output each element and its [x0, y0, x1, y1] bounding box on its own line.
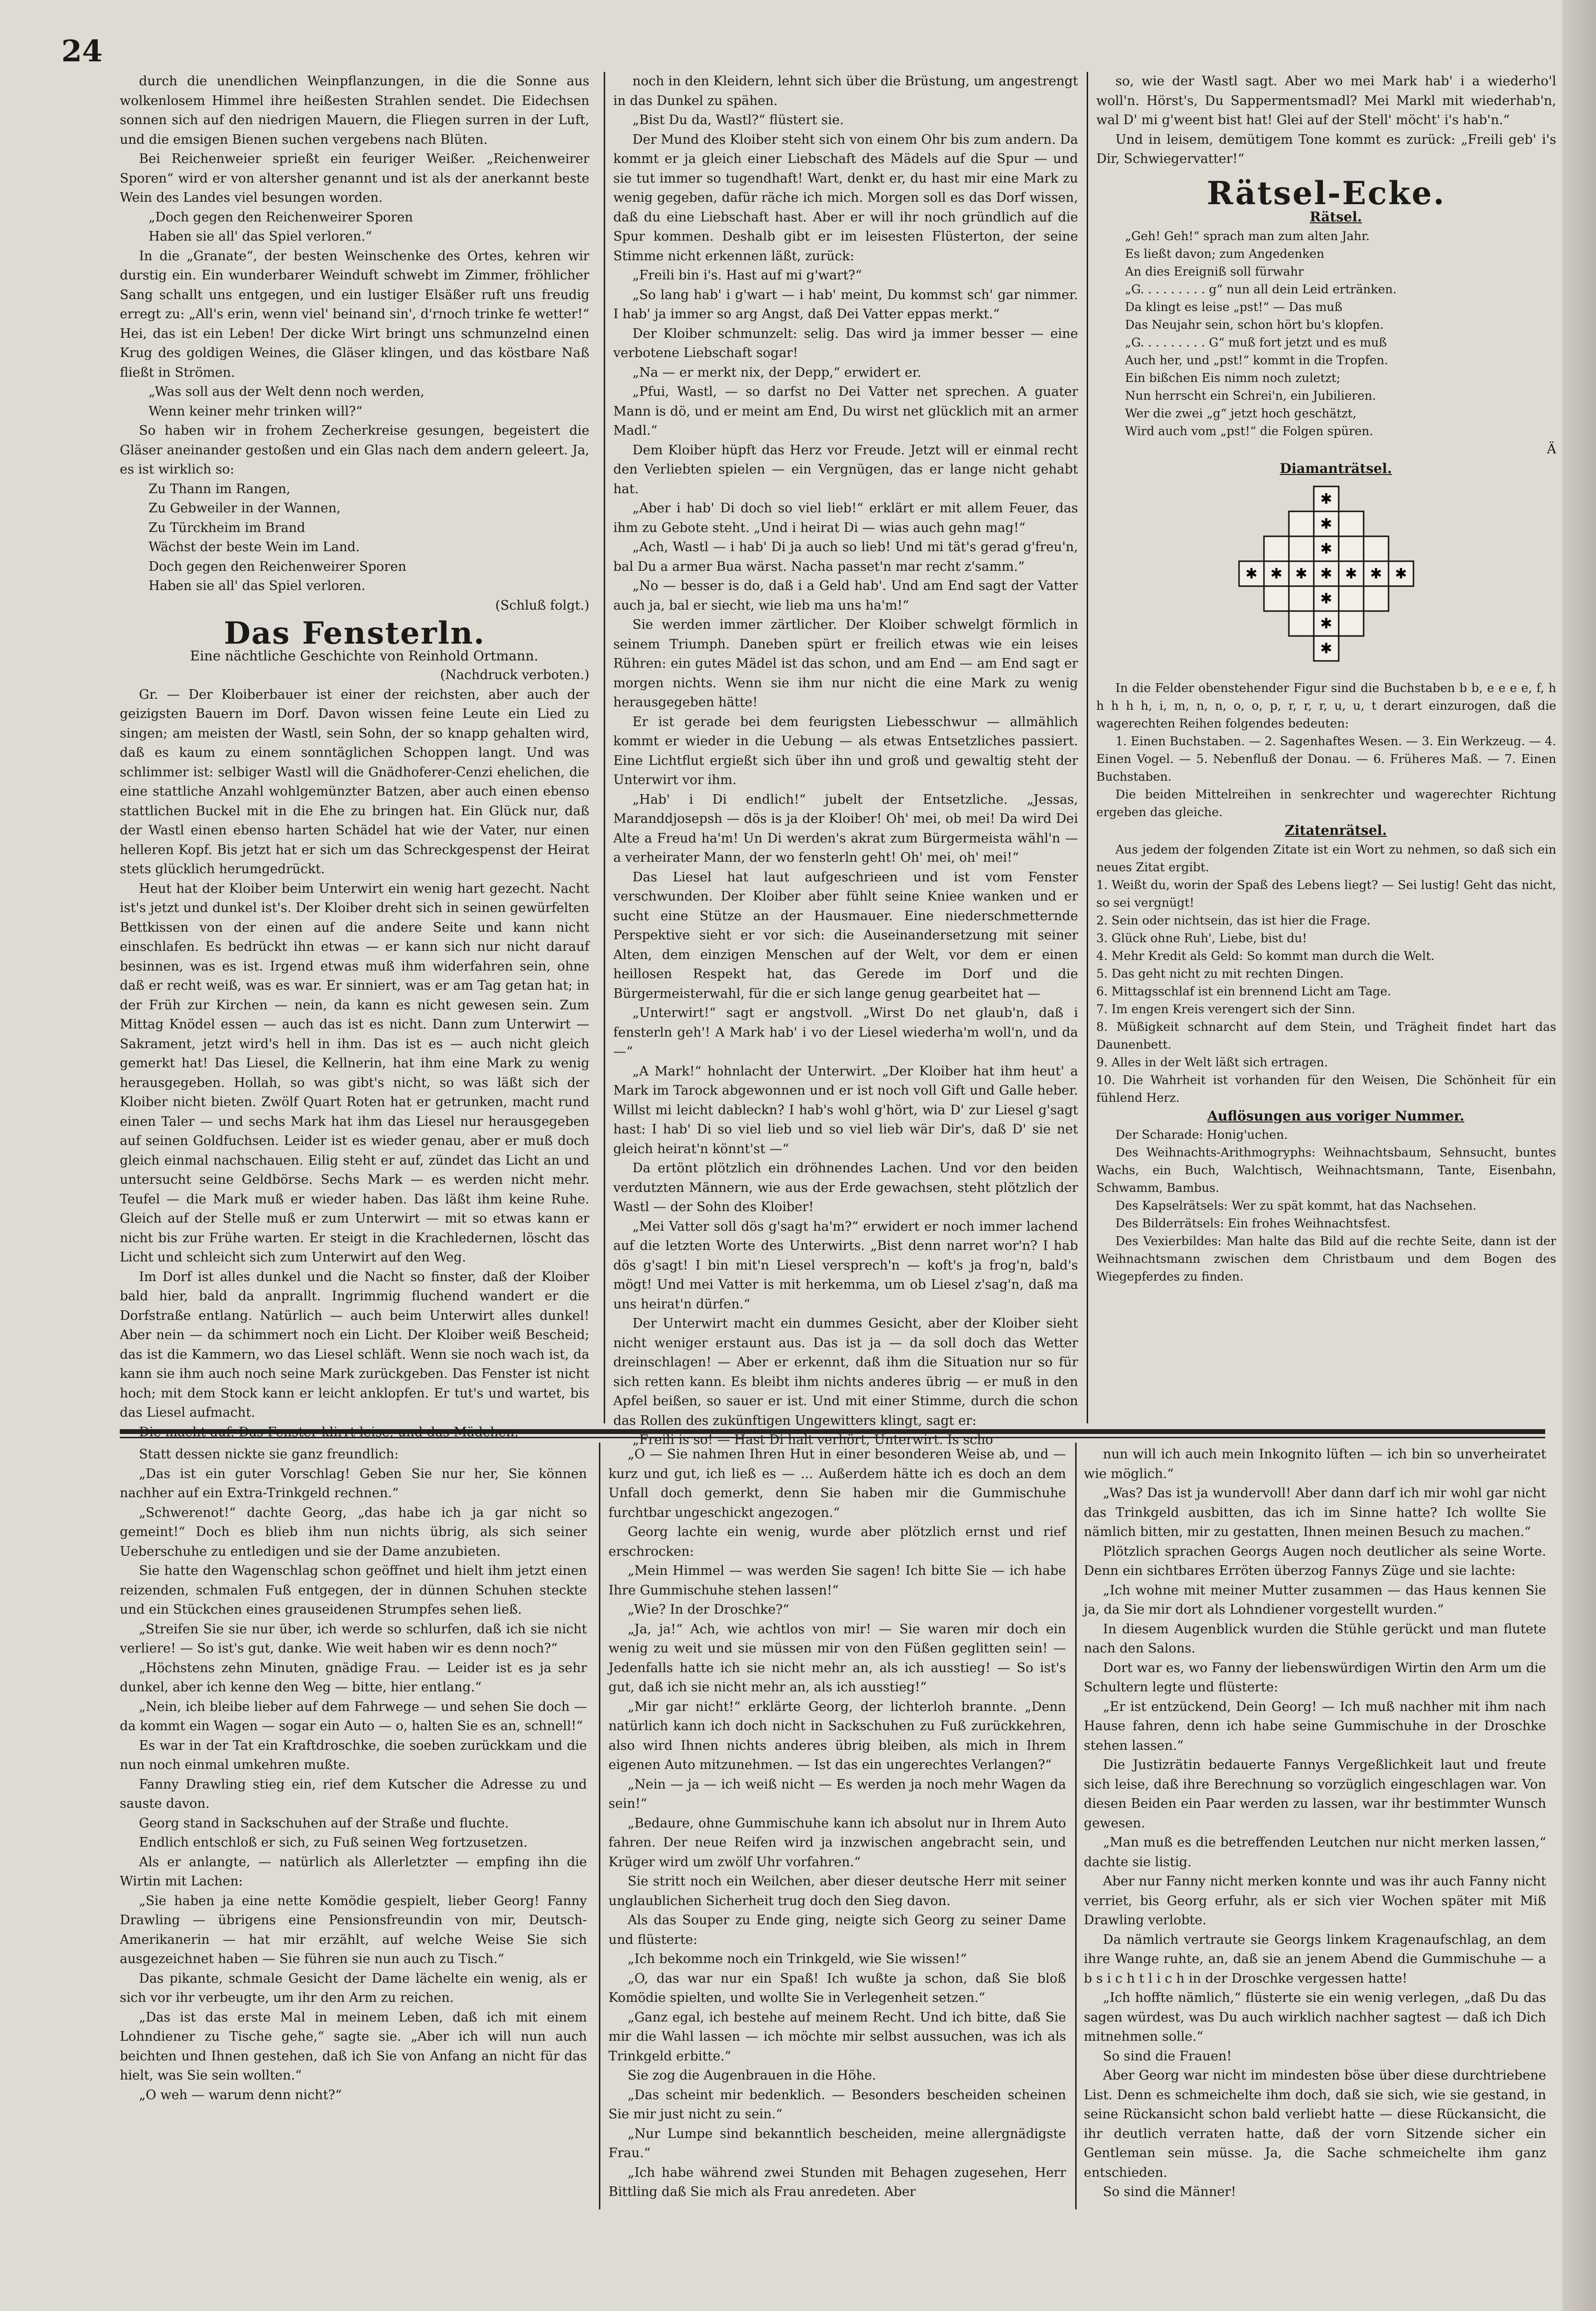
- quote-item: 6. Mittagsschlaf ist ein brennend Licht am Tage.: [1096, 984, 1391, 998]
- quote-item: 5. Das geht nicht zu mit rechten Dingen.: [1096, 966, 1344, 981]
- diamond-cell: [1364, 586, 1389, 611]
- riddle-line: Nun herrscht ein Schrei'n, ein Jubilieren.: [1125, 388, 1376, 403]
- verse-line: Haben sie all' das Spiel verloren.: [149, 578, 366, 593]
- diamond-star-icon: ✱: [1320, 540, 1332, 557]
- paragraph: Die macht auf. Das Fenster klirrt leise, und das Mädchen,: [139, 1424, 519, 1440]
- verse-line: Doch gegen den Reichenweirer Sporen: [149, 559, 406, 574]
- diamond-grid: [1238, 485, 1414, 662]
- paragraph: Und in leisem, demütigem Tone kommt es zurück: „Freili geb' i's Dir, Schwiegervatter!“: [1096, 132, 1556, 166]
- paragraph: noch in den Kleidern, lehnt sich über die Brüstung, um angestrengt in das Dunkel zu spähen.: [613, 74, 1078, 108]
- column-1: [120, 72, 589, 1440]
- bottom-column-1: [120, 1445, 587, 2207]
- diamond-cell: [1264, 586, 1289, 611]
- paragraph: „Hab' i Di endlich!“ jubelt der Entsetzliche. „Jessas, Maranddjosepsh — dös is ja der Kloiber! Oh' mei, ob mei! Da wird Dei Alte a Freud ha'm! Un Di werden's akrat zum Bürgermeista wähl'n — a verheirater Mann, der wo fensterln geht! Oh' mei, oh' mei!“: [613, 792, 1078, 865]
- riddle-line: Da klingt es leise „pst!“ — Das muß: [1125, 300, 1343, 314]
- paragraph: „Freili bin i's. Hast auf mi g'wart?“: [632, 268, 862, 283]
- paragraph: „A Mark!“ hohnlacht der Unterwirt. „Der Kloiber hat ihm heut' a Mark im Tarock abgewonnen und er ist noch voll Gift und Galle heber. Willst mi leicht dableckn? I hab's wohl g'hört, wia D' zur Liesel g'sagt hast: I hab' Di so viel lieb und so viel lieb wär Dir's, daß D' sie net gleich heirat'n könnt'st —“: [613, 1063, 1078, 1156]
- page-edge: [1562, 0, 1596, 2311]
- solution-item: Des Kapselrätsels: Wer zu spät kommt, hat das Nachsehen.: [1115, 1199, 1477, 1213]
- paragraph: „Das ist das erste Mal in meinem Leben, daß ich mit einem Lohndiener zu Tische gehe,“ sagte sie. „Aber ich will nun auch beichten und Ihnen gestehen, daß ich Sie von Anfang an nicht für das hielt, was Sie sein wollten.“: [120, 2010, 587, 2083]
- paragraph: In diesem Augenblick wurden die Stühle gerückt und man flutete nach den Salons.: [1084, 1621, 1546, 1656]
- quote-item: 9. Alles in der Welt läßt sich ertragen.: [1096, 1055, 1328, 1069]
- diamond-puzzle-title: Diamanträtsel.: [1280, 461, 1392, 476]
- diamond-star-icon: ✱: [1395, 565, 1407, 582]
- paragraph: Dem Kloiber hüpft das Herz vor Freude. Jetzt will er einmal recht den Verliebten spielen — ein Vergnügen, das er lange nicht gehabt hat.: [613, 442, 1078, 497]
- paragraph: „O — Sie nahmen Ihren Hut in einer besonderen Weise ab, und — kurz und gut, ich ließ es — ... Außerdem hätte ich es doch an dem Unfall doch gemerkt, denn Sie haben mir die Gummischuhe furchtbar ungeschickt angezogen.“: [609, 1447, 1066, 1520]
- paragraph: Der Unterwirt macht ein dummes Gesicht, aber der Kloiber sieht nicht weniger erstaunt aus. Das ist ja — da soll doch das Wetter dreinschlagen! — Aber er erkennt, daß ihm die Situation nur so für sich retten kann. Es bleibt ihm nichts anderes übrig — er muß in den Apfel beißen, so sauer er ist. Und mit einer Stimme, durch die schon das Rollen des zukünftigen Ungewitters klingt, sagt er:: [613, 1316, 1078, 1428]
- column-2: [613, 72, 1078, 1447]
- paragraph: „Ach, Wastl — i hab' Di ja auch so lieb! Und mi tät's gerad g'freu'n, bal Du a armer Bua wärst. Nacha passet'n mar recht z'samm.“: [613, 540, 1078, 574]
- diamond-star-icon: ✱: [1320, 615, 1332, 632]
- paragraph: „Ganz egal, ich bestehe auf meinem Recht. Und ich bitte, daß Sie mir die Wahl lassen — ich möchte mir selbst aussuchen, was ich als Trinkgeld erbitte.“: [609, 2010, 1066, 2064]
- quote-item: 3. Glück ohne Ruh', Liebe, bist du!: [1096, 931, 1307, 945]
- paragraph: „Bist Du da, Wastl?“ flüstert sie.: [632, 113, 844, 127]
- paragraph: „Na — er merkt nix, der Depp,“ erwidert er.: [632, 365, 921, 380]
- paragraph: „Streifen Sie sie nur über, ich werde so schlurfen, daß ich sie nicht verliere! — So ist's gut, danke. Wie weit haben wir es denn noch?“: [120, 1621, 587, 1656]
- verse-line: Haben sie all' das Spiel verloren.“: [149, 229, 372, 244]
- paragraph: Das Liesel hat laut aufgeschrieen und ist vom Fenster verschwunden. Der Kloiber aber fühlt seine Kniee wanken und er sucht eine Stütze an der Hausmauer. Eine niederschmetternde Perspektive sieht er vor sich: die Auseinandersetzung mit seiner Alten, dem einzigen Menschen auf der Welt, vor dem er einen heillosen Respekt hat, das Gerede im Dorf und die Bürgermeisterwahl, für die er sich lange genug gearbeitet hat —: [613, 869, 1078, 1001]
- paragraph: Endlich entschloß er sich, zu Fuß seinen Weg fortzusetzen.: [139, 1835, 528, 1850]
- paragraph: Georg lachte ein wenig, wurde aber plötzlich ernst und rief erschrocken:: [609, 1525, 1066, 1559]
- paragraph: „Ja, ja!“ Ach, wie achtlos von mir! — Sie waren mir doch ein wenig zu weit und sie müssen mir von den Füßen geglitten sein! — Jedenfalls hatte ich sie nicht mehr an, als ich ausstieg! — So ist's gut, daß ich sie nicht mehr an, als ich ausstieg!“: [609, 1621, 1066, 1695]
- story-byline: Eine nächtliche Geschichte von Reinhold Ortmann.: [190, 647, 539, 664]
- paragraph: „Schwerenot!“ dachte Georg, „das habe ich ja gar nicht so gemeint!“ Doch es blieb ihm nun nichts übrig, als sich seiner Ueberschuhe zu entledigen und sie der Dame anzubieten.: [120, 1505, 587, 1559]
- diamond-star-icon: ✱: [1320, 565, 1332, 582]
- paragraph: Der Kloiber schmunzelt: selig. Das wird ja immer besser — eine verbotene Liebschaft sogar!: [613, 326, 1078, 360]
- paragraph: „Nur Lumpe sind bekanntlich bescheiden, meine allergnädigste Frau.“: [609, 2126, 1066, 2161]
- diamond-cell: [1339, 511, 1364, 536]
- paragraph: „Das scheint mir bedenklich. — Besonders bescheiden scheinen Sie mir just nicht zu sein.“: [609, 2087, 1066, 2122]
- diamond-items: 1. Einen Buchstaben. — 2. Sagenhaftes Wesen. — 3. Ein Werkzeug. — 4. Einen Vogel. — 5. Nebenfluß der Donau. — 6. Früheres Maß. — 7. Einen Buchstaben.: [1096, 734, 1556, 784]
- paragraph: Aber nur Fanny nicht merken konnte und was ihr auch Fanny nicht verriet, bis Georg erfuhr, als er sich vier Wochen später mit Miß Drawling verlobte.: [1084, 1874, 1546, 1928]
- diamond-star-icon: ✱: [1245, 565, 1258, 582]
- column-rule: [1075, 1443, 1077, 2209]
- verse-line: Zu Türckheim im Brand: [149, 520, 306, 535]
- diamond-note: Die beiden Mittelreihen in senkrechter und wagerechter Richtung ergeben das gleiche.: [1096, 787, 1556, 819]
- riddle-line: „G. . . . . . . . . G“ muß fort jetzt und es muß: [1125, 335, 1387, 349]
- continuation-note: (Schluß folgt.): [495, 598, 589, 613]
- paragraph: „Unterwirt!“ sagt er angstvoll. „Wirst Do net glaub'n, daß i fensterln geh'! A Mark hab' i vo der Liesel wiederha'm woll'n, und da —“: [613, 1005, 1078, 1059]
- page-number: 24: [61, 34, 103, 69]
- paragraph: „Mein Himmel — was werden Sie sagen! Ich bitte Sie — ich habe Ihre Gummischuhe stehen lassen!“: [609, 1563, 1066, 1598]
- paragraph: So haben wir in frohem Zecherkreise gesungen, begeistert die Gläser aneinander gestoßen und ein Glas nach dem andern geleert. Ja, es ist wirklich so:: [120, 423, 589, 477]
- paragraph: Gr. — Der Kloiberbauer ist einer der reichsten, aber auch der geizigsten Bauern im Dorf. Davon wissen feine Leute ein Lied zu singen; am meisten der Wastl, sein Sohn, der so knapp gehalten wird, daß es kaum zu einem sonntäglichen Schoppen langt. Und was schlimmer ist: selbiger Wastl will die Gnädhoferer-Cenzi ehelichen, die eine stattliche Anzahl wohlgemünzter Batzen, aber auch einen ebenso stattlichen Buckel mit in die Ehe zu bringen hat. Ein Glück nur, daß der Wastl einen ebenso harten Schädel hat wie der Vater, nur einen helleren Kopf. Bis jetzt hat er sich um das Schreckgespenst der Heirat stets glücklich herumgedrückt.: [120, 687, 589, 877]
- quote-item: 1. Weißt du, worin der Spaß des Lebens liegt? — Sei lustig! Geht das nicht, so sei vergnügt!: [1096, 878, 1556, 910]
- solution-item: Des Vexierbildes: Man halte das Bild auf die rechte Seite, dann ist der Weihnachtsmann zwischen dem Christbaum und dem Bogen des Wiegepferdes zu finden.: [1096, 1234, 1556, 1283]
- paragraph: „Wie? In der Droschke?“: [628, 1602, 790, 1617]
- diamond-cell: [1289, 586, 1314, 611]
- paragraph: Sie stritt noch ein Weilchen, aber dieser deutsche Herr mit seiner unglaublichen Sicherheit trug doch den Sieg davon.: [609, 1874, 1066, 1908]
- paragraph: Als das Souper zu Ende ging, neigte sich Georg zu seiner Dame und flüsterte:: [609, 1913, 1066, 1947]
- riddle-line: Auch her, und „pst!“ kommt in die Tropfen.: [1125, 353, 1389, 367]
- bottom-column-3: [1084, 1445, 1546, 2207]
- paragraph: „Nein, ich bleibe lieber auf dem Fahrwege — und sehen Sie doch — da kommt ein Wagen — sogar ein Auto — o, halten Sie es an, schnell!“: [120, 1699, 587, 1733]
- solution-item: Des Bilderrätsels: Ein frohes Weihnachtsfest.: [1115, 1216, 1391, 1230]
- quote-puzzle-intro: Aus jedem der folgenden Zitate ist ein Wort zu nehmen, so daß sich ein neues Zitat ergibt.: [1096, 842, 1556, 874]
- paragraph: „Freili is so! — Hast Di halt verhört, Unterwirt. Is scho: [632, 1433, 993, 1447]
- paragraph: Georg stand in Sackschuhen auf der Straße und fluchte.: [139, 1815, 509, 1831]
- diamond-cell: [1289, 536, 1314, 561]
- verse-line: Wächst der beste Wein im Land.: [149, 540, 360, 555]
- paragraph: Plötzlich sprachen Georgs Augen noch deutlicher als seine Worte. Denn ein sichtbares Erröten überzog Fannys Züge und sie lachte:: [1084, 1544, 1546, 1578]
- diamond-star-icon: ✱: [1320, 640, 1332, 657]
- quote-item: 8. Müßigkeit schnarcht auf dem Stein, und Trägheit findet hart das Daunenbett.: [1096, 1019, 1556, 1052]
- verse-line: „Was soll aus der Welt denn noch werden,: [149, 384, 425, 399]
- paragraph: „Bedaure, ohne Gummischuhe kann ich absolut nur in Ihrem Auto fahren. Der neue Reifen wird ja inzwischen angebracht sein, und Krüger wird um zwölf Uhr vorfahren.“: [609, 1815, 1066, 1870]
- paragraph: „So lang hab' i g'wart — i hab' meint, Du kommst sch' gar nimmer. I hab' ja immer so arg Angst, daß Dei Vatter eppas merkt.“: [613, 287, 1078, 322]
- verse-line: Zu Thann im Rangen,: [149, 481, 291, 497]
- paragraph: Fanny Drawling stieg ein, rief dem Kutscher die Adresse zu und sauste davon.: [120, 1777, 587, 1811]
- riddle-line: Ein bißchen Eis nimm noch zuletzt;: [1125, 370, 1341, 385]
- paragraph: Sie hatte den Wagenschlag schon geöffnet und hielt ihm jetzt einen reizenden, schmalen Fuß entgegen, der in dünnen Schuhen steckte und ein Stückchen eines grauseidenen Strumpfes sehen ließ.: [120, 1563, 587, 1617]
- diamond-cell: [1264, 536, 1289, 561]
- diamond-star-icon: ✱: [1320, 590, 1332, 607]
- paragraph: Aber Georg war nicht im mindesten böse über diese durchtriebene List. Denn es schmeichelte ihm doch, daß sie sich, wie sie gestand, in seine Rückansicht schon bald verliebt hatte — diese Rückansicht, die ihr deutlich verraten hatte, daß der vorn Sitzende sicher ein Gentleman sein müsse. Ja, die Sache schmeichelte ihm ganz entschieden.: [1084, 2068, 1546, 2180]
- diamond-star-icon: ✱: [1320, 490, 1332, 508]
- paragraph: „Mei Vatter soll dös g'sagt ha'm?“ erwidert er noch immer lachend auf die letzten Worte des Unterwirts. „Bist denn narret wor'n? I hab dös g'sagt! I bin mit'n Liesel versprech'n — koft's ja frog'n, bald's mögt! Und mei Vatter is mit herkemma, um ob Liesel z'sag'n, daß ma uns heirat'n dürfen.“: [613, 1219, 1078, 1312]
- riddle-line: Das Neujahr sein, schon hört bu's klopfen.: [1125, 317, 1384, 332]
- column-rule: [1087, 72, 1088, 1423]
- paragraph: Das pikante, schmale Gesicht der Dame lächelte ein wenig, als er sich vor ihr verbeugte, um ihr den Arm zu reichen.: [120, 1971, 587, 2005]
- solution-item: Des Weihnachts-Arithmogryphs: Weihnachtsbaum, Sehnsucht, buntes Wachs, ein Buch, Walchtisch, Weihnachtsmann, Tante, Eisenbahn, Schwamm, Bambus.: [1096, 1145, 1556, 1195]
- paragraph: „Was? Das ist ja wundervoll! Aber dann darf ich mir wohl gar nicht das Trinkgeld ausbitten, das ich im Sinne hatte? Ich wollte Sie nämlich bitten, mir zu gestatten, Ihnen meinen Besuch zu machen.“: [1084, 1486, 1546, 1539]
- paragraph: Da ertönt plötzlich ein dröhnendes Lachen. Und vor den beiden verdutzten Männern, wie aus der Erde gewachsen, steht plötzlich der Wastl — der Sohn des Kloiber!: [613, 1161, 1078, 1214]
- paragraph: In die „Granate“, der besten Weinschenke des Ortes, kehren wir durstig ein. Ein wunderbarer Weinduft schwebt im Zimmer, fröhlicher Sang schallt uns entgegen, und ein lustiger Elsäßer ruft uns freudig erregt zu: „All's erin, wenn viel' beinand sin', d'rnoch trinke fe wetter!“ Hei, das ist ein Leben! Der dicke Wirt bringt uns schmunzelnd einen Krug des goldigen Weines, die Gläser klingen, und das köstbare Naß fließt in Strömen.: [120, 248, 589, 380]
- solutions-title: Auflösungen aus voriger Nummer.: [1207, 1108, 1465, 1124]
- column-rule: [599, 1443, 600, 2209]
- paragraph: „Mir gar nicht!“ erklärte Georg, der lichterloh brannte. „Denn natürlich kann ich doch nicht in Sackschuhen zu Fuß zurückkehren, also wird Ihnen nichts anderes übrig bleiben, als mich in Ihrem eigenen Auto mitzunehmen. — Ist das ein ungerechtes Verlangen?“: [609, 1699, 1066, 1772]
- paragraph: So sind die Frauen!: [1103, 2048, 1232, 2064]
- author-mark: Ä: [1547, 441, 1556, 457]
- paragraph: „Man muß es die betreffenden Leutchen nur nicht merken lassen,“ dachte sie listig.: [1084, 1835, 1546, 1870]
- paragraph: Er ist gerade bei dem feurigsten Liebesschwur — allmählich kommt er wieder in die Uebung — als etwas Entsetzliches passiert. Eine Lichtflut ergießt sich über ihn und groß und gewaltig steht der Unterwirt vor ihm.: [613, 714, 1078, 787]
- diamond-star-icon: ✱: [1345, 565, 1357, 582]
- riddle-line: Wer die zwei „g“ jetzt hoch geschätzt,: [1125, 406, 1356, 420]
- paragraph: „Sie haben ja eine nette Komödie gespielt, lieber Georg! Fanny Drawling — übrigens eine Pensionsfreundin von mir, Deutsch-Amerikanerin — hat mir erzählt, auf welche Weise Sie sich ausgezeichnet haben — Sie führen sie nun auch zu Tisch.“: [120, 1893, 587, 1966]
- bottom-column-2: [609, 1445, 1066, 2207]
- paragraph: „Nein — ja — ich weiß nicht — Es werden ja noch mehr Wagen da sein!“: [609, 1777, 1066, 1811]
- riddle-line: „Geh! Geh!“ sprach man zum alten Jahr.: [1125, 229, 1370, 243]
- paragraph: Im Dorf ist alles dunkel und die Nacht so finster, daß der Kloiber bald hier, bald da anprallt. Ingrimmig fluchend wandert er die Dorfstraße entlang. Natürlich — auch beim Unterwirt alles dunkel! Aber nein — da schimmert noch ein Licht. Der Kloiber weiß Bescheid; das ist die Kammern, wo das Liesel schläft. Wenn sie noch wach ist, da kann sie ihm auch noch seine Mark zurückgeben. Das Fenster ist nicht hoch; mit dem Stock kann er leicht anklopfen. Er tut's und wartet, bis das Liesel aufmacht.: [120, 1269, 589, 1420]
- puzzle-corner-title: Rätsel-Ecke.: [1206, 174, 1446, 212]
- paragraph: „Ich wohne mit meiner Mutter zusammen — das Haus kennen Sie ja, da Sie mir dort als Lohndiener vorgestellt wurden.“: [1084, 1583, 1546, 1617]
- diamond-cell: [1339, 536, 1364, 561]
- paragraph: „Ich hoffte nämlich,“ flüsterte sie ein wenig verlegen, „daß Du das sagen würdest, was Du auch wirklich nachher sagtest — daß ich Dich mitnehmen solle.“: [1084, 1990, 1546, 2044]
- column-3: [1096, 72, 1556, 1423]
- solution-item: Der Scharade: Honig'uchen.: [1115, 1128, 1288, 1142]
- paragraph: Es war in der Tat ein Kraftdroschke, die soeben zurückkam und die nun noch einmal umkehren mußte.: [120, 1738, 587, 1772]
- diamond-star-icon: ✱: [1370, 565, 1382, 582]
- diamond-instructions: In die Felder obenstehender Figur sind die Buchstaben b b, e e e e, f, h h h h h, i, m, n, n, o, o, p, r, r, r, u, u, t derart einzurogen, daß die wagerechten Reihen folgendes bedeuten:: [1096, 681, 1556, 730]
- paragraph: „Höchstens zehn Minuten, gnädige Frau. — Leider ist es ja sehr dunkel, aber ich kenne den Weg — bitte, hier entlang.“: [120, 1660, 587, 1695]
- diamond-star-icon: ✱: [1295, 565, 1308, 582]
- diamond-cell: [1339, 586, 1364, 611]
- diamond-figure: [1096, 485, 1556, 668]
- riddle-title: Rätsel.: [1309, 209, 1362, 225]
- paragraph: Dort war es, wo Fanny der liebenswürdigen Wirtin den Arm um die Schultern legte und flüsterte:: [1084, 1660, 1546, 1695]
- verse-line: Wenn keiner mehr trinken will?“: [149, 404, 363, 419]
- quote-puzzle-title: Zitatenrätsel.: [1285, 822, 1387, 838]
- paragraph: Der Mund des Kloiber steht sich von einem Ohr bis zum andern. Da kommt er ja gleich einer Liebschaft des Mädels auf die Spur — und sie tut immer so tugendhaft! Wart, denkt er, du hast mir eine Mark zu wenig gegeben, dafür räche ich mich. Morgen soll es das Dorf wissen, daß du eine Liebschaft hast. Aber er will ihr noch gründlich auf die Spur kommen. Deshalb gibt er im leisesten Flüsterton, der seine Stimme nicht erkennen läßt, zurück:: [613, 132, 1078, 264]
- paragraph: „No — besser is do, daß i a Geld hab'. Und am End sagt der Vatter auch ja, bal er siecht, wie lieb ma uns ha'm!“: [613, 578, 1078, 613]
- paragraph: So sind die Männer!: [1103, 2184, 1236, 2199]
- paragraph: Da nämlich vertraute sie Georgs linkem Kragenaufschlag, an dem ihre Wange ruhte, an, daß sie an jenem Abend die Gummischuhe — a b s i c h t l i c h in der Droschke vergessen hatte!: [1084, 1932, 1546, 1986]
- riddle-line: An dies Ereigniß soll fürwahr: [1125, 264, 1304, 278]
- paragraph: nun will ich auch mein Inkognito lüften — ich bin so unverheiratet wie möglich.“: [1084, 1447, 1546, 1481]
- column-rule: [604, 72, 605, 1423]
- paragraph: „O, das war nur ein Spaß! Ich wußte ja schon, daß Sie bloß Komödie spielten, und wollte Sie in Verlegenheit setzen.“: [609, 1971, 1066, 2005]
- diamond-cell: [1289, 611, 1314, 636]
- diamond-cell: [1339, 611, 1364, 636]
- paragraph: Als er anlangte, — natürlich als Allerletzter — empfing ihn die Wirtin mit Lachen:: [120, 1854, 587, 1889]
- paragraph: Sie werden immer zärtlicher. Der Kloiber schwelgt förmlich in seinem Triumph. Daneben spürt er freilich etwas wie ein leises Rühren: ein gutes Mädel ist das schon, und am End — am End sagt er morgen nichts. Wenn sie ihm nur nicht die eine Mark zu wenig herausgegeben hätte!: [613, 617, 1078, 710]
- paragraph: so, wie der Wastl sagt. Aber wo mei Mark hab' i a wiederho'l woll'n. Hörst's, Du Sappermentsmadl? Mei Markl mit wiederhab'n, wal D' mi g'weent bist hat! Glei auf der Stell' möcht' i's hab'n.“: [1096, 74, 1556, 127]
- reprint-note: (Nachdruck verboten.): [440, 668, 589, 682]
- paragraph: Sie zog die Augenbrauen in die Höhe.: [628, 2068, 876, 2083]
- paragraph: „Ich habe während zwei Stunden mit Behagen zugesehen, Herr Bittling daß Sie mich als Frau anredeten. Aber: [609, 2165, 1066, 2199]
- diamond-cell: [1364, 536, 1389, 561]
- riddle-line: Es ließt davon; zum Angedenken: [1125, 246, 1324, 261]
- story-title: Das Fensterln.: [224, 615, 485, 651]
- diamond-cell: [1289, 511, 1314, 536]
- paragraph: „Pfui, Wastl, — so darfst no Dei Vatter net sprechen. A guater Mann is dö, und er meint am End, Du wirst net glücklich mit an armer Madl.“: [613, 384, 1078, 438]
- verse-line: „Doch gegen den Reichenweirer Sporen: [149, 209, 413, 225]
- paragraph: „Ich bekomme noch ein Trinkgeld, wie Sie wissen!“: [628, 1952, 967, 1966]
- quote-item: 10. Die Wahrheit ist vorhanden für den Weisen, Die Schönheit für ein fühlend Herz.: [1096, 1073, 1556, 1105]
- paragraph: Heut hat der Kloiber beim Unterwirt ein wenig hart gezecht. Nacht ist's jetzt und dunkel ist's. Der Kloiber dreht sich in seinen gewürfelten Bettkissen von der einen auf die andere Seite und kann nicht einschlafen. Es bedrückt ihn etwas — er kann sich nur nicht darauf besinnen, was es ist. Irgend etwas muß ihm widerfahren sein, ohne daß er recht weiß, was es war. Er sinniert, was er am Tag getan hat; in der Früh zur Kirchen — nein, da kann es nicht gewesen sein. Zum Mittag Knödel essen — auch das ist es nicht. Dann zum Unterwirt — Sakrament, jetzt wird's hell in ihm. Das ist es — auch nicht gleich gemerkt hat! Das Liesel, die Kellnerin, hat ihm eine Mark zu wenig herausgegeben. Hollah, so was gibt's nicht, so was läßt sich der Kloiber nicht bieten. Zwölf Quart Roten hat er getrunken, macht rund einen Taler — und sechs Mark hat ihm das Liesel nur herausgegeben auf seinen Goldfuchsen. Leider ist es wieder genau, aber er muß doch gleich einmal nachschauen. Eilig steht er auf, zündet das Licht an und untersucht seine Geldbörse. Sechs Mark — es werden nicht mehr. Teufel — die Mark muß er wieder haben. Das läßt ihm keine Ruhe. Gleich auf der Stelle muß er zum Unterwirt — mit so etwas kann er nicht bis zur Frühe warten. Er steigt in die Krachledernen, löscht das Licht und schleicht sich zum Unterwirt auf den Weg.: [120, 881, 589, 1265]
- diamond-star-icon: ✱: [1320, 515, 1332, 532]
- verse-line: Zu Gebweiler in der Wannen,: [149, 501, 341, 516]
- paragraph: „O weh — warum denn nicht?“: [139, 2087, 342, 2103]
- paragraph: Statt dessen nickte sie ganz freundlich:: [139, 1447, 399, 1462]
- paragraph: „Er ist entzückend, Dein Georg! — Ich muß nachher mit ihm nach Hause fahren, denn ich habe seine Gummischuhe in der Droschke stehen lassen.“: [1084, 1699, 1546, 1753]
- paragraph: Die Justizrätin bedauerte Fannys Vergeßlichkeit laut und freute sich leise, daß ihre Berechnung so vorzüglich eingeschlagen war. Von diesen Beiden ein Paar werden zu lassen, war ihr bestimmter Wunsch gewesen.: [1084, 1757, 1546, 1831]
- paragraph: „Das ist ein guter Vorschlag! Geben Sie nur her, Sie können nachher auf ein Extra-Trinkgeld rechnen.“: [120, 1466, 587, 1501]
- riddle-line: „G. . . . . . . . . g“ nun all dein Leid ertränken.: [1125, 282, 1397, 296]
- paragraph: Bei Reichenweier sprießt ein feuriger Weißer. „Reichenweirer Sporen“ wird er von altersher genannt und ist als der anerkannt beste Wein des Landes viel besungen worden.: [120, 151, 589, 205]
- diamond-star-icon: ✱: [1270, 565, 1283, 582]
- riddle-line: Wird auch vom „pst!“ die Folgen spüren.: [1125, 424, 1373, 438]
- quote-item: 4. Mehr Kredit als Geld: So kommt man durch die Welt.: [1096, 948, 1435, 963]
- quote-item: 7. Im engen Kreis verengert sich der Sinn.: [1096, 1002, 1355, 1016]
- paragraph: „Aber i hab' Di doch so viel lieb!“ erklärt er mit allem Feuer, das ihm zu Gebote steht. „Und i heirat Di — wias auch gehn mag!“: [613, 501, 1078, 535]
- paragraph: durch die unendlichen Weinpflanzungen, in die die Sonne aus wolkenlosem Himmel ihre heißesten Strahlen sendet. Die Eidechsen sonnen sich auf den niedrigen Mauern, die Fliegen surren in der Luft, und die emsigen Bienen suchen vergebens nach Blüten.: [120, 74, 589, 147]
- quote-item: 2. Sein oder nichtsein, das ist hier die Frage.: [1096, 913, 1371, 927]
